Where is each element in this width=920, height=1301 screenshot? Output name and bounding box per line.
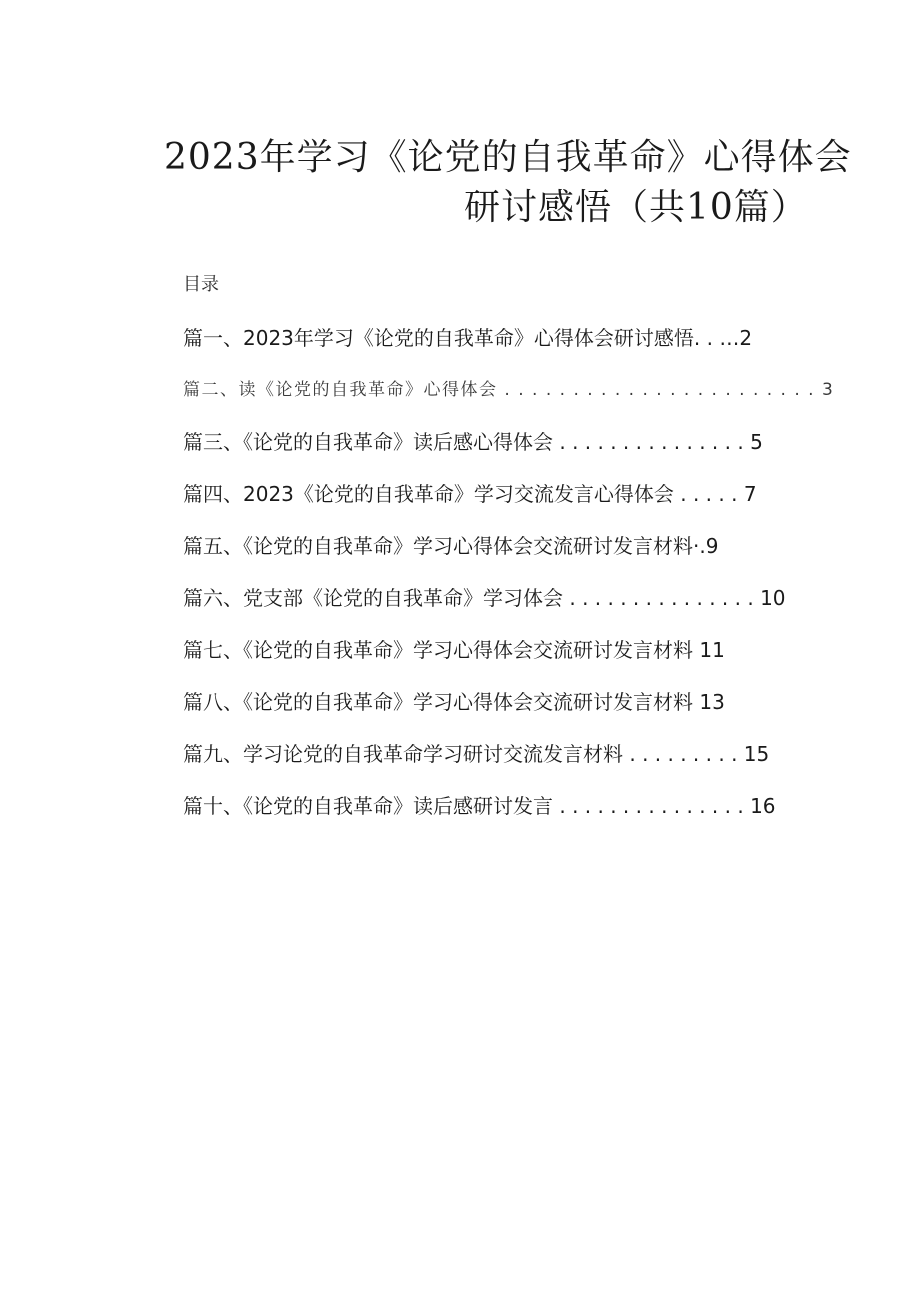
- toc-list: [183, 320, 835, 840]
- toc-item-4[interactable]: 篇四、2023《论党的自我革命》学习交流发言心得体会 . . . . . 7: [183, 482, 757, 506]
- document-title-line1: 2023年学习《论党的自我革命》心得体会: [164, 137, 852, 178]
- toc-heading: 目录: [183, 274, 219, 295]
- toc-item-3[interactable]: 篇三、《论党的自我革命》读后感心得体会 . . . . . . . . . . . . . . . 5: [183, 430, 763, 454]
- toc-item-6[interactable]: 篇六、党支部《论党的自我革命》学习体会 . . . . . . . . . . . . . . . 10: [183, 586, 786, 610]
- toc-item-9[interactable]: 篇九、学习论党的自我革命学习研讨交流发言材料 . . . . . . . . . 15: [183, 742, 770, 766]
- toc-item-5[interactable]: 篇五、《论党的自我革命》学习心得体会交流研讨发言材料·.9: [183, 534, 719, 558]
- toc-item-7[interactable]: 篇七、《论党的自我革命》学习心得体会交流研讨发言材料 11: [183, 638, 725, 662]
- toc-item-8[interactable]: 篇八、《论党的自我革命》学习心得体会交流研讨发言材料 13: [183, 690, 725, 714]
- document-title-line2: 研讨感悟（共10篇）: [464, 187, 808, 228]
- toc-item-1[interactable]: 篇一、2023年学习《论党的自我革命》心得体会研讨感悟. . …2: [183, 326, 753, 350]
- toc-item-10[interactable]: 篇十、《论党的自我革命》读后感研讨发言 . . . . . . . . . . . . . . . 16: [183, 794, 776, 818]
- toc-item-2[interactable]: 篇二、读《论党的自我革命》心得体会 . . . . . . . . . . . . . . . . . . . . . . . 3: [183, 380, 835, 400]
